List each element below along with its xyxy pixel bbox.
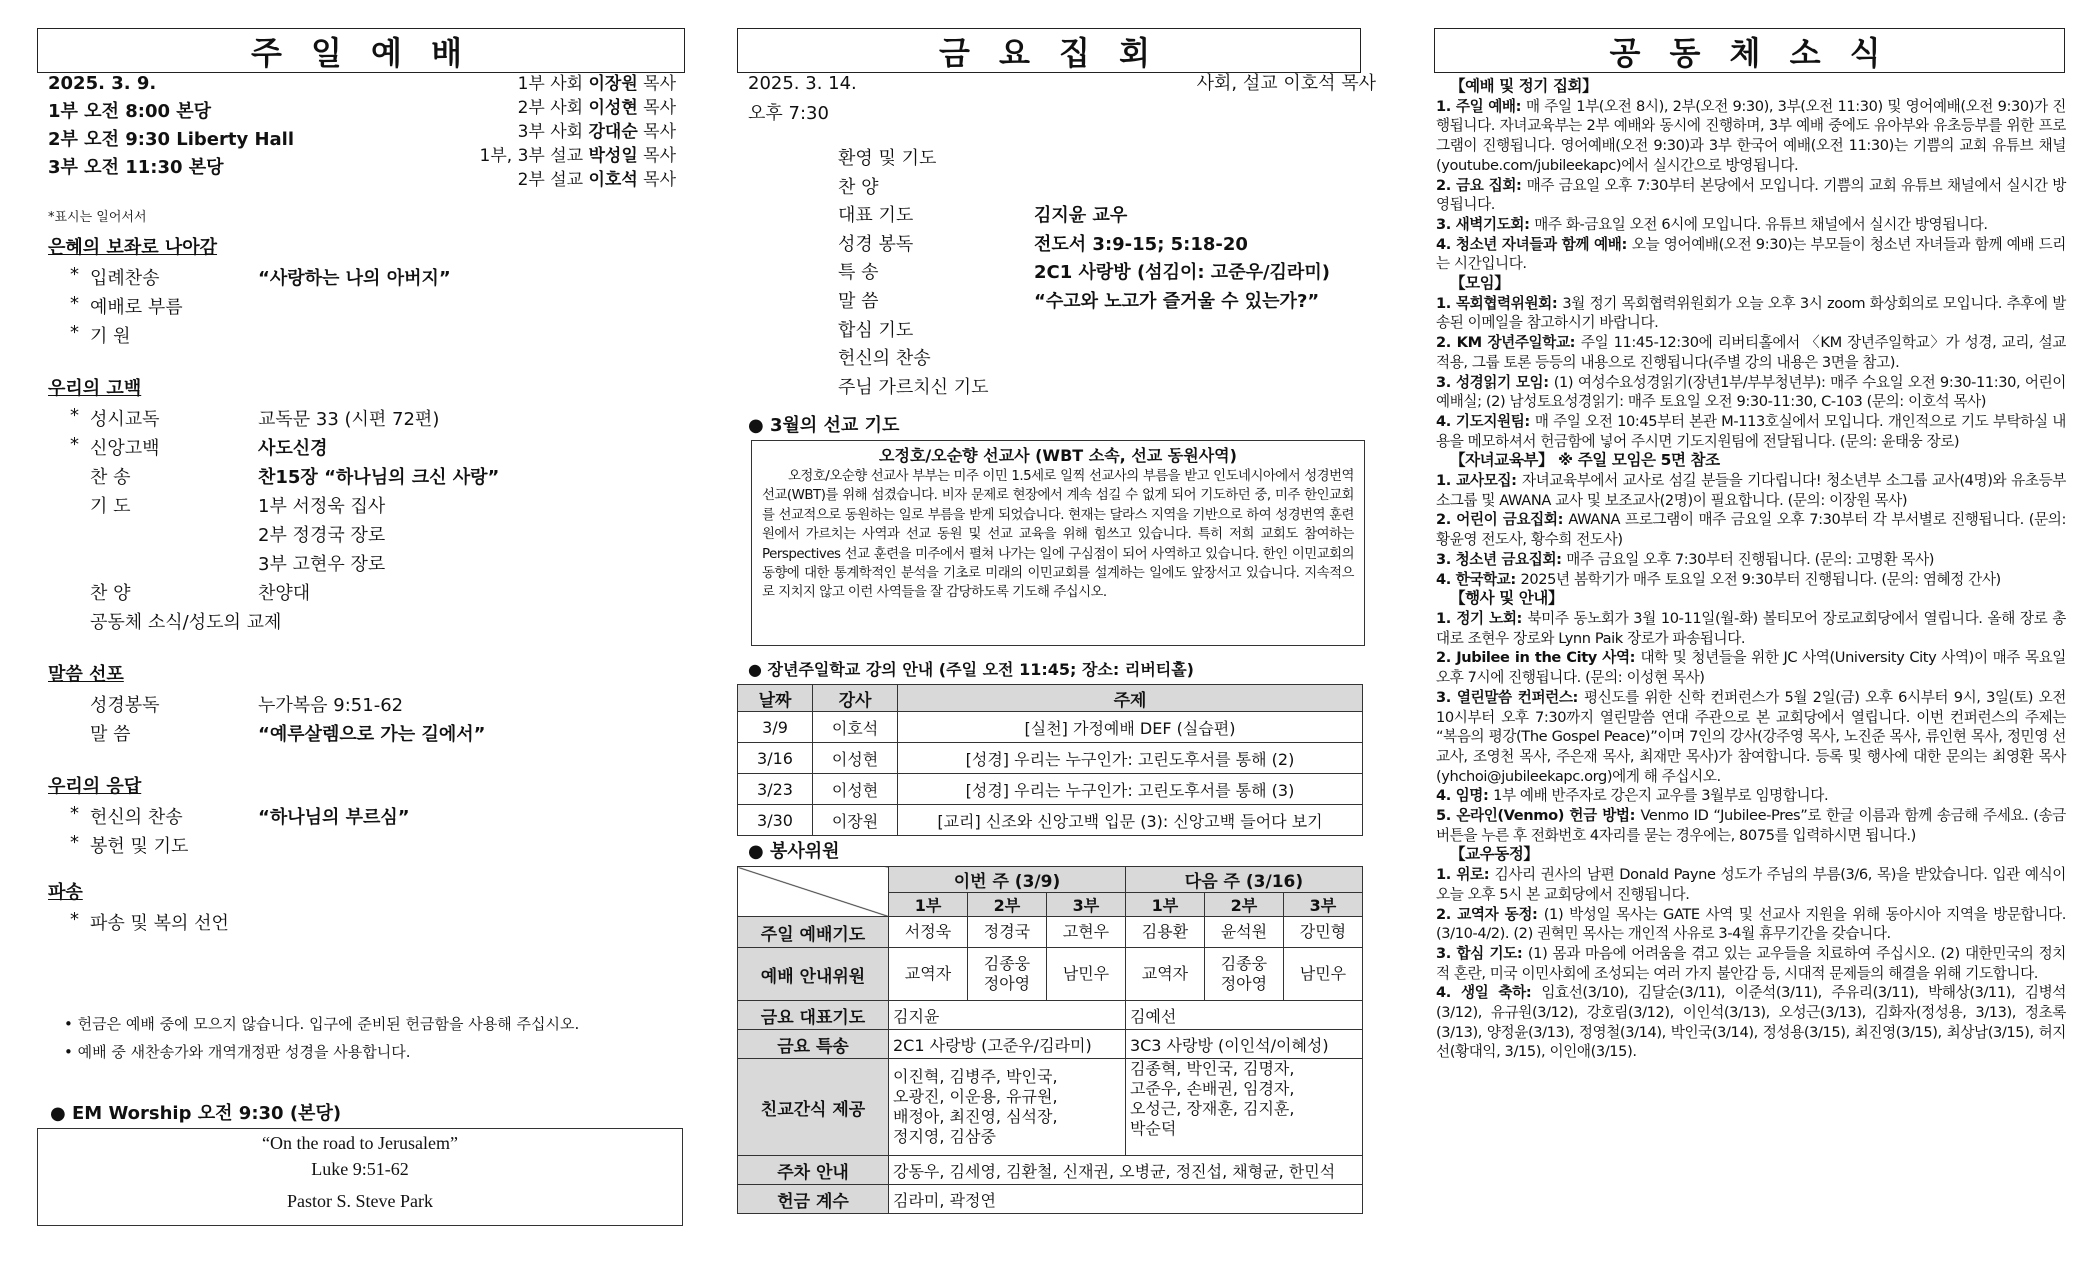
- friday-item: [838, 287, 1358, 316]
- standing-mark: *: [70, 293, 79, 314]
- order-item: [48, 320, 678, 349]
- vol-cell: 김종웅 정아영: [967, 948, 1046, 1001]
- news-item-text: 매주 금요일 오후 7:30부터 본당에서 모입니다. 기쁨의 교회 유튜브 채널에서 실시간 방영됩니다.: [1436, 176, 2067, 214]
- friday-item: [838, 173, 1358, 202]
- friday-value: 2C1 사랑방 (섬김이: 고준우/김라미): [1034, 262, 1330, 284]
- news-item-head: 4. 한국학교:: [1436, 570, 1521, 588]
- volunteers-table: [737, 866, 1363, 1214]
- vol-row: [738, 1156, 1363, 1185]
- adult-class-title: ● 장년주일학교 강의 안내 (주일 오전 11:45; 장소: 리버티홀): [748, 660, 1194, 679]
- news-section-title: 【행사 및 안내】: [1450, 589, 1564, 608]
- order-label: 신앙고백: [90, 438, 160, 459]
- news-item-head: 1. 정기 노회:: [1436, 609, 1528, 627]
- order-label: 공동체 소식/성도의 교제: [90, 612, 282, 633]
- friday-value: 전도서 3:9-15; 5:18-20: [1034, 233, 1248, 255]
- note-item: • 헌금은 예배 중에 모으지 않습니다. 입구에 준비된 헌금함을 사용해 주십시오.: [64, 1015, 580, 1033]
- table-cell: [성경] 우리는 누구인가: 고린도후서를 통해 (2): [898, 743, 1363, 774]
- em-scripture: Luke 9:51-62: [311, 1159, 409, 1179]
- table-cell: 이호석: [813, 712, 898, 743]
- leader-role: 2부 설교: [517, 170, 589, 190]
- news-item-text: (1) 몸과 마음에 어려움을 겪고 있는 교우들을 치료하여 주십시오. (2) 대한민국의 정치적 혼란, 미국 이민사회에 조성되는 여러 가지 불안감 등, 시대적 문제들의 해결을 위해 기도합니다.: [1436, 944, 2066, 982]
- mission-text: 오정호/오순향 선교사 부부는 미주 이민 1.5세로 일찍 선교사의 부름을 받고 인도네시아에서 성경번역 선교(WBT)를 위해 섬겼습니다. 비자 문제로 현장에서 계속 섬길 수 없게 되어 기도하던 중, 미주 한인교회를 선교적으로 동원하는 일로 부름을 받게 되었습니다. 현재는 달라스 지역을 기반으로 하여 성경번역 훈련원에서 가르치는 사역과 선교 동원 및 선교 교육을 위해 힘쓰고 있습니다. 특히 저희 교회도 참여하는 Perspectives 선교 훈련을 미주에서 펼쳐 나가는 일에 구심점이 되어 사역하고 있습니다. 한인 이민교회의 동향에 대한 통계학적인 분석을 기초로 미래의 이민교회를 설계하는 일에도 앞장서고 있습니다. 지속적으로 지치지 않고 이런 사역들을 잘 감당하도록 기도해 주십시오.: [762, 469, 1354, 601]
- news-item: [1436, 905, 2066, 944]
- news-item: [1436, 373, 2066, 412]
- friday-label: 말 씀: [838, 290, 879, 312]
- order-item: [48, 291, 678, 320]
- vol-cell: 강동우, 김세영, 김환철, 신재권, 오병균, 정진섭, 채형균, 한민석: [889, 1156, 1363, 1185]
- sunday-date: 2025. 3. 9.: [48, 73, 157, 94]
- standing-mark: *: [70, 322, 79, 343]
- friday-label: 찬 양: [838, 176, 879, 198]
- vol-row: [738, 948, 1363, 1001]
- order-value: “사랑하는 나의 아버지”: [258, 268, 451, 289]
- news-item: [1436, 97, 2066, 176]
- order-item: [48, 548, 678, 577]
- friday-label: 합심 기도: [838, 319, 914, 341]
- vol-cell: 김종웅 정아영: [1204, 948, 1283, 1001]
- order-value: 찬15장 “하나님의 크신 사랑”: [258, 467, 500, 488]
- community-news: [1436, 77, 2066, 1062]
- vol-cell: 이진혁, 김병주, 박인국, 오광진, 이운용, 유규원, 배정아, 최진영, 심석장, 정지영, 김삼중: [889, 1059, 1126, 1156]
- friday-item: [838, 316, 1358, 345]
- news-item-head: 4. 청소년 자녀들과 함께 예배:: [1436, 235, 1632, 253]
- table-cell: [실천] 가정예배 DEF (실습편): [898, 712, 1363, 743]
- order-item: [48, 606, 678, 635]
- friday-item: [838, 373, 1358, 402]
- news-item: [1436, 806, 2066, 845]
- order-value: 1부 서정욱 집사: [258, 496, 386, 517]
- leader-name: 이장원: [588, 74, 638, 94]
- service-2: 2부 오전 9:30 Liberty Hall: [48, 129, 295, 150]
- leader-row: [380, 72, 676, 96]
- order-label: 성경봉독: [90, 695, 160, 716]
- news-item: [1436, 215, 2066, 235]
- news-item: [1436, 944, 2066, 983]
- order-item: [48, 801, 678, 830]
- mission-box: [751, 440, 1365, 646]
- news-item-head: 4. 임명:: [1436, 787, 1494, 805]
- news-item-head: 2. KM 장년주일학교:: [1436, 334, 1581, 352]
- leader-name: 박성일: [588, 146, 638, 166]
- order-item: [48, 830, 678, 859]
- section-title: 파송: [48, 882, 83, 903]
- leader-role: 3부 사회: [517, 122, 589, 142]
- table-header: 강사: [813, 685, 898, 712]
- vol-week-row: [738, 867, 1363, 893]
- friday-label: 주님 가르치신 기도: [838, 376, 989, 398]
- section-title: 은혜의 보좌로 나아감: [48, 237, 218, 258]
- order-item: [48, 262, 678, 291]
- news-item: [1436, 570, 2066, 590]
- leader-title: 목사: [637, 170, 676, 190]
- friday-time: 오후 7:30: [748, 103, 829, 124]
- news-item-text: AWANA 프로그램이 매주 금요일 오후 7:30부터 각 부서별로 진행됩니다. (문의: 황윤영 전도사, 황수희 전도사): [1436, 511, 2066, 549]
- news-item-text: 매 주일 오전 10:45부터 본관 M-113호실에서 모입니다. 개인적으로 기도 부탁하실 내용을 메모하셔서 헌금함에 넣어 주시면 기도지원팀에 전달됩니다. (문의: 윤태웅 장로): [1436, 412, 2066, 450]
- em-sermon-title: “On the road to Jerusalem”: [262, 1133, 458, 1153]
- table-row: [738, 712, 1363, 743]
- leader-row: [380, 168, 676, 192]
- news-item-text: 매주 금요일 오후 7:30부터 진행됩니다. (문의: 고명환 목사): [1566, 550, 1935, 568]
- news-item: [1436, 176, 2066, 215]
- news-item-head: 1. 목회협력위원회:: [1436, 294, 1563, 312]
- news-item: [1436, 688, 2066, 787]
- news-item: [1436, 235, 2066, 274]
- order-item: [48, 689, 678, 718]
- news-item-text: 자녀교육부에서 교사로 섬길 분들을 기다립니다! 청소년부 소그룹 교사(4명)와 유초등부 소그룹 및 AWANA 교사 및 보조교사(2명)이 필요합니다. (문의: 이장원 목사): [1436, 472, 2066, 509]
- news-item-head: 2. 교역자 동정:: [1436, 905, 1544, 923]
- vol-cell: 윤석원: [1204, 917, 1283, 948]
- order-item: [48, 490, 678, 519]
- volunteers-title: ● 봉사위원: [748, 841, 840, 862]
- news-item-head: 1. 교사모집:: [1436, 472, 1522, 490]
- news-item-head: 5. 온라인(Venmo) 헌금 방법:: [1436, 807, 1641, 825]
- news-item: [1436, 412, 2066, 451]
- vol-cell: 서정욱: [889, 917, 968, 948]
- order-value: 사도신경: [258, 438, 328, 459]
- table-header: 주제: [898, 685, 1363, 712]
- part-header: 2부: [1204, 893, 1283, 917]
- vol-cell: 2C1 사랑방 (고준우/김라미): [889, 1030, 1126, 1059]
- order-value: 교독문 33 (시편 72편): [258, 409, 440, 430]
- table-cell: 3/9: [738, 712, 813, 743]
- news-item-head: 1. 주일 예배:: [1436, 97, 1527, 115]
- service-leaders: [380, 72, 676, 192]
- friday-item: [838, 344, 1358, 373]
- friday-value: “수고와 노고가 즐거울 수 있는가?”: [1034, 290, 1320, 312]
- vol-row: [738, 917, 1363, 948]
- vol-label: 예배 안내위원: [738, 948, 889, 1001]
- news-item: [1436, 648, 2066, 687]
- news-item: [1436, 333, 2066, 372]
- friday-label: 헌신의 찬송: [838, 348, 931, 370]
- news-item-head: 3. 성경읽기 모임:: [1436, 373, 1554, 391]
- part-header: 2부: [967, 893, 1046, 917]
- order-value: 3부 고현우 장로: [258, 554, 386, 575]
- standing-mark: *: [70, 909, 79, 930]
- vol-cell: 정경국: [967, 917, 1046, 948]
- part-header: 3부: [1283, 893, 1362, 917]
- news-item-text: Venmo ID “Jubilee-Pres”로 한글 이름과 함께 송금해 주세요. (송금 버튼을 누른 후 전화번호 4자리를 묻는 경우에는, 8075를 입력하시면 됩니다.): [1436, 807, 2066, 844]
- em-preacher: Pastor S. Steve Park: [287, 1191, 433, 1211]
- vol-label: 금요 대표기도: [738, 1001, 889, 1030]
- news-item-head: 1. 위로:: [1436, 866, 1495, 884]
- section-title: 우리의 응답: [48, 776, 142, 797]
- table-cell: [성경] 우리는 누구인가: 고린도후서를 통해 (3): [898, 774, 1363, 805]
- standing-note: *표시는 일어서서: [48, 210, 147, 225]
- vol-cell: 남민우: [1046, 948, 1125, 1001]
- order-label: 찬 양: [90, 583, 131, 604]
- news-item-head: 3. 열린말씀 컨퍼런스:: [1436, 688, 1585, 706]
- news-item-text: 김사리 권사의 남편 Donald Payne 성도가 주님의 부름(3/6, 목)을 받았습니다. 입관 예식이 오늘 오후 5시 본 교회당에서 진행됩니다.: [1436, 866, 2066, 903]
- order-label: 기 도: [90, 496, 131, 517]
- community-news-header: 공 동 체 소 식: [1434, 28, 2065, 73]
- news-item-text: 주일 11:45-12:30에 리버티홀에서 〈KM 장년주일학교〉가 성경, 교리, 설교 적용, 그룹 토론 등등의 내용으로 진행됩니다(주별 강의 내용은 3면을 참고).: [1436, 334, 2066, 371]
- vol-label: 헌금 계수: [738, 1185, 889, 1214]
- order-value: “예루살렘으로 가는 길에서”: [258, 724, 486, 745]
- news-item-text: 매 주일 1부(오전 8시), 2부(오전 9:30), 3부(오전 11:30) 및 영어예배(오전 9:30)가 진행됩니다. 자녀교육부는 2부 예배와 동시에 진행하며, 3부 예배 중에도 유아부와 유초등부를 위한 프로그램이 진행됩니다. 영어예배(오전 9:30)과 3부 한국어 예배(오전 11:30)는 기쁨의 교회 유튜브 채널(youtube.com/jubileekapc)에서 실시간으로 방영됩니다.: [1436, 97, 2066, 174]
- news-item: [1436, 609, 2066, 648]
- vol-label: 금요 특송: [738, 1030, 889, 1059]
- friday-item: [838, 258, 1358, 287]
- news-item-head: 4. 기도지원팀:: [1436, 412, 1535, 430]
- order-value: “하나님의 부르심”: [258, 807, 410, 828]
- news-section-title: 【예배 및 정기 집회】: [1450, 77, 1598, 95]
- leader-name: 이성현: [588, 98, 638, 118]
- leader-title: 목사: [637, 98, 676, 118]
- vol-row: [738, 1059, 1363, 1156]
- order-label: 헌신의 찬송: [90, 807, 183, 828]
- order-item: [48, 907, 678, 936]
- order-label: 파송 및 복의 선언: [90, 913, 229, 934]
- news-section-title: 【모임】: [1450, 274, 1510, 293]
- friday-item: [838, 201, 1358, 230]
- news-item-head: 4. 생일 축하:: [1436, 984, 1542, 1002]
- vol-cell: 김라미, 곽정연: [889, 1185, 1363, 1214]
- sunday-notes: [64, 1010, 684, 1066]
- friday-label: 환영 및 기도: [838, 148, 937, 169]
- mission-heading: 오정호/오순향 선교사 (WBT 소속, 선교 동원사역): [879, 446, 1237, 465]
- leader-title: 목사: [637, 74, 676, 94]
- order-item: [48, 432, 678, 461]
- table-cell: 이성현: [813, 774, 898, 805]
- standing-mark: *: [70, 803, 79, 824]
- vol-cell: 남민우: [1283, 948, 1362, 1001]
- news-item-head: 2. Jubilee in the City 사역:: [1436, 649, 1641, 667]
- news-item-head: 3. 청소년 금요집회:: [1436, 550, 1567, 568]
- leader-role: 2부 사회: [517, 98, 589, 118]
- order-value: 누가복음 9:51-62: [258, 695, 404, 716]
- news-item-text: 대학 및 청년들을 위한 JC 사역(University City 사역)이 매주 목요일 오후 7시에 진행됩니다. (문의: 이성현 목사): [1436, 649, 2066, 687]
- news-item-head: 2. 금요 집회:: [1436, 176, 1527, 194]
- news-item-text: 평신도를 위한 신학 컨퍼런스가 5월 2일(금) 오후 6시부터 9시, 3일(토) 오전 10시부터 오후 7:30까지 열린말씀 연대 주관으로 본 교회당에서 열립니다. 이번 컨퍼런스의 주제는 “복음의 평강(The Gospel Peace)”이며 7인의 강사(강주영 목사, 노진준 목사, 류인현 목사, 정민영 선교사, 조영천 목사, 주은재 목사, 최재만 목사)가 참여합니다. 등록 및 행사에 대한 문의는 최영환 목사(yhchoi@jubileekapc.org)에게 해 주십시오.: [1436, 688, 2066, 785]
- vol-cell: 김용환: [1125, 917, 1204, 948]
- part-header: 1부: [1125, 893, 1204, 917]
- vol-row: [738, 1030, 1363, 1059]
- standing-mark: *: [70, 405, 79, 426]
- news-item-head: 2. 어린이 금요집회:: [1436, 511, 1569, 529]
- news-item: [1436, 865, 2066, 904]
- table-cell: 3/16: [738, 743, 813, 774]
- table-row: [738, 805, 1363, 836]
- news-item-text: 3월 정기 목회협력위원회가 오늘 오후 3시 zoom 화상회의로 모입니다. 추후에 발송된 이메일을 참고하시기 바랍니다.: [1436, 294, 2066, 332]
- standing-mark: *: [70, 832, 79, 853]
- standing-mark: *: [70, 434, 79, 455]
- week-this: 이번 주 (3/9): [889, 867, 1126, 893]
- leader-row: [380, 144, 676, 168]
- table-row: [738, 743, 1363, 774]
- vol-label: 주일 예배기도: [738, 917, 889, 948]
- vol-row: [738, 1001, 1363, 1030]
- order-item: [48, 403, 678, 432]
- leader-name: 강대순: [588, 122, 638, 142]
- friday-date: 2025. 3. 14.: [748, 73, 857, 94]
- order-label: 봉헌 및 기도: [90, 836, 189, 857]
- vol-cell: 3C3 사랑방 (이인석/이혜성): [1125, 1030, 1362, 1059]
- friday-value: 김지윤 교우: [1034, 205, 1128, 227]
- table-cell: 3/23: [738, 774, 813, 805]
- part-header: 3부: [1046, 893, 1125, 917]
- news-item-text: 임효선(3/10), 김달순(3/11), 이준석(3/11), 주유리(3/11), 박해상(3/11), 김병석(3/12), 유규원(3/12), 강호림(3/12), 이인석(3/13), 오성근(3/13), 김화자(정성용, 3/13), 정초록(3/13), 양정윤(3/13), 정영철(3/14), 박인국(3/14), 정성용(3/15), 최진영(3/15), 최상남(3/15), 허지선(황대익, 3/15), 이인애(3/15).: [1436, 984, 2066, 1061]
- news-item: [1436, 550, 2066, 570]
- leader-name: 이호석: [588, 170, 638, 190]
- news-item-text: 북미주 동노회가 3월 10-11일(월-화) 볼티모어 장로교회당에서 열립니다. 올해 장로 총대로 조현우 장로와 Lynn Paik 장로가 파송됩니다.: [1436, 609, 2066, 647]
- friday-label: 성경 봉독: [838, 233, 914, 255]
- news-item-text: (1) 박성일 목사는 GATE 사역 및 선교사 지원을 위해 동아시아 지역을 방문합니다. (3/10-4/2). (2) 권혁민 목사는 개인적 사유로 3-4월 휴무기간을 갖습니다.: [1436, 905, 2066, 943]
- table-cell: 이장원: [813, 805, 898, 836]
- table-cell: 이성현: [813, 743, 898, 774]
- news-item: [1436, 510, 2066, 549]
- friday-item: [838, 144, 1358, 173]
- vol-cell: 김예선: [1125, 1001, 1362, 1030]
- order-item: [48, 718, 678, 747]
- friday-label: 특 송: [838, 262, 879, 284]
- news-item-head: 3. 합심 기도:: [1436, 944, 1528, 962]
- leader-row: [380, 96, 676, 120]
- news-item-text: 매주 화-금요일 오전 6시에 모입니다. 유튜브 채널에서 실시간 방영됩니다.: [1534, 215, 1988, 233]
- vol-cell: 김종혁, 박인국, 김명자, 고준우, 손배권, 임경자, 오성근, 장재훈, 김지훈, 박순덕: [1125, 1059, 1362, 1156]
- order-value: 2부 정경국 장로: [258, 525, 386, 546]
- order-label: 성시교독: [90, 409, 160, 430]
- news-item-text: (1) 여성수요성경읽기(장년1부/부부청년부): 매주 수요일 오전 9:30-11:30, 어린이예배실; (2) 남성토요성경읽기: 매주 토요일 오전 9:30-11:30, C-103 (문의: 이호석 목사): [1436, 373, 2066, 411]
- order-item: [48, 519, 678, 548]
- order-label: 찬 송: [90, 467, 131, 488]
- order-label: 예배로 부름: [90, 297, 183, 318]
- news-item-text: 1부 예배 반주자로 강은지 교우를 3월부로 임명합니다.: [1493, 787, 1829, 805]
- part-header: 1부: [889, 893, 968, 917]
- vol-cell: 강민형: [1283, 917, 1362, 948]
- leader-role: 1부 사회: [517, 74, 589, 94]
- vol-label: 친교간식 제공: [738, 1059, 889, 1156]
- table-row: [738, 774, 1363, 805]
- order-item: [48, 461, 678, 490]
- news-section-title: 【교우동정】: [1450, 845, 1539, 864]
- news-item-head: 3. 새벽기도회:: [1436, 215, 1535, 233]
- news-item-text: 2025년 봄학기가 매주 토요일 오전 9:30부터 진행됩니다. (문의: 염혜정 간사): [1520, 570, 2001, 588]
- order-label: 입례찬송: [90, 268, 160, 289]
- sunday-worship-header: 주 일 예 배: [37, 28, 685, 73]
- service-3: 3부 오전 11:30 본당: [48, 157, 224, 178]
- leader-role: 1부, 3부 설교: [479, 146, 589, 166]
- mission-prayer-title: ● 3월의 선교 기도: [748, 415, 900, 436]
- corner-cell: [738, 867, 889, 917]
- section-title: 말씀 선포: [48, 664, 124, 685]
- service-1: 1부 오전 8:00 본당: [48, 101, 212, 122]
- em-worship-box: [37, 1128, 683, 1226]
- leader-row: [380, 120, 676, 144]
- leader-title: 목사: [637, 146, 676, 166]
- news-item: [1436, 983, 2066, 1062]
- vol-cell: 고현우: [1046, 917, 1125, 948]
- order-value: 찬양대: [258, 583, 311, 604]
- week-next: 다음 주 (3/16): [1125, 867, 1362, 893]
- table-header-row: [738, 685, 1363, 712]
- standing-mark: *: [70, 264, 79, 285]
- leader-title: 목사: [637, 122, 676, 142]
- table-header: 날짜: [738, 685, 813, 712]
- news-item: [1436, 294, 2066, 333]
- table-cell: [교리] 신조와 신앙고백 입문 (3): 신앙고백 들어다 보기: [898, 805, 1363, 836]
- friday-meeting-header: 금 요 집 회: [737, 28, 1361, 73]
- vol-cell: 교역자: [1125, 948, 1204, 1001]
- news-item: [1436, 786, 2066, 806]
- section-title: 우리의 고백: [48, 378, 142, 399]
- order-label: 말 씀: [90, 724, 131, 745]
- vol-label: 주차 안내: [738, 1156, 889, 1185]
- news-section-title: 【자녀교육부】 ※ 주일 모임은 5면 참조: [1450, 451, 1720, 470]
- em-worship-title: ● EM Worship 오전 9:30 (본당): [50, 1103, 342, 1124]
- news-item: [1436, 471, 2066, 510]
- order-item: [48, 577, 678, 606]
- friday-item: [838, 230, 1358, 259]
- adult-class-table: [737, 684, 1363, 836]
- friday-order: [838, 144, 1358, 401]
- order-label: 기 원: [90, 326, 131, 347]
- friday-leader: 사회, 설교 이호석 목사: [1196, 73, 1376, 94]
- table-cell: 3/30: [738, 805, 813, 836]
- vol-row: [738, 1185, 1363, 1214]
- sunday-order: [48, 234, 678, 936]
- note-item: • 예배 중 새찬송가와 개역개정판 성경을 사용합니다.: [64, 1043, 411, 1061]
- news-item-text: 오늘 영어예배(오전 9:30)는 부모들이 청소년 자녀들과 함께 예배 드리는 시간입니다.: [1436, 235, 2067, 273]
- friday-label: 대표 기도: [838, 205, 914, 227]
- vol-cell: 교역자: [889, 948, 968, 1001]
- vol-cell: 김지윤: [889, 1001, 1126, 1030]
